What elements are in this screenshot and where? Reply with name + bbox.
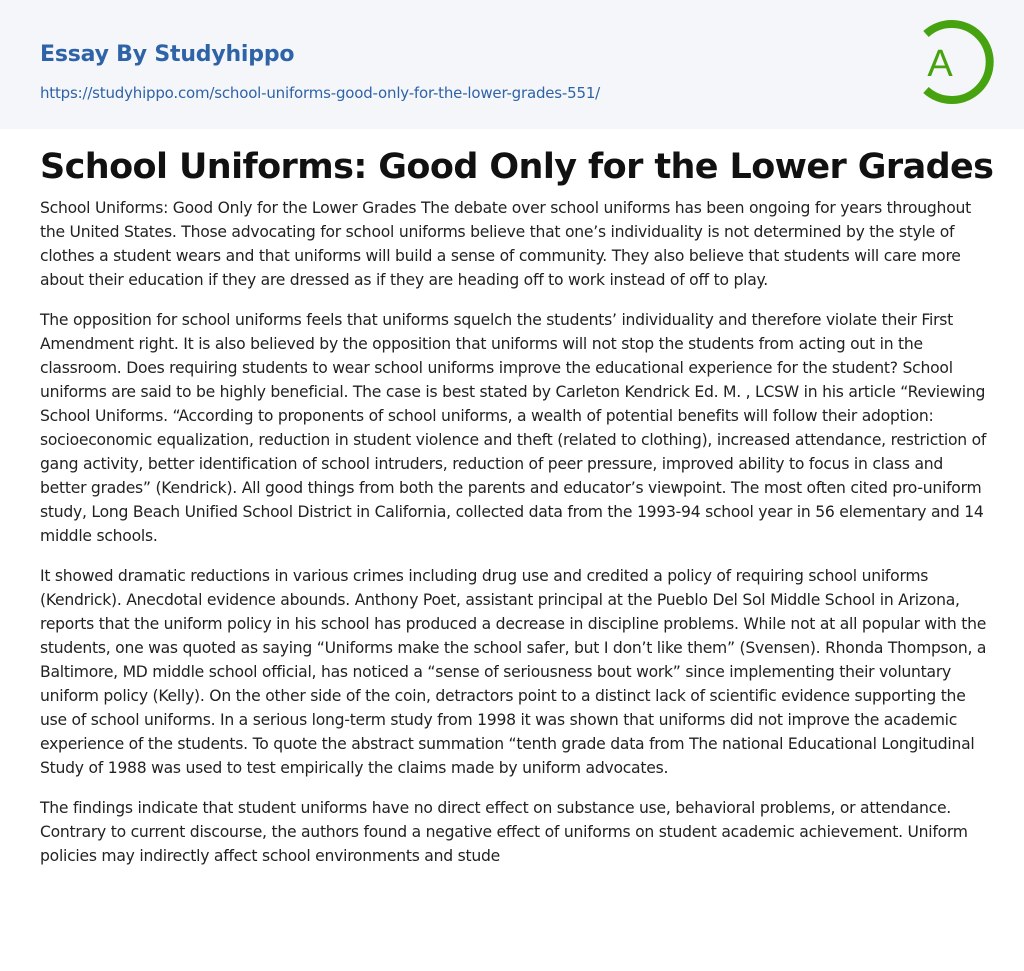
essay-paragraph: School Uniforms: Good Only for the Lower Grades The debate over school uniforms has been ongoing for years throughout the United States. Those advocating for school uniforms believe that one’s individuality is not determined by the style of clothes a student wears and that uniforms will build a sense of community. They also believe that students will care more about their education if they are dressed as if they are heading off to work instead of off to play. <box>40 199 971 289</box>
essay-body <box>40 196 990 884</box>
essay-paragraph: It showed dramatic reductions in various crimes including drug use and credited a policy of requiring school uniforms (Kendrick). Anecdotal evidence abounds. Anthony Poet, assistant principal at the Pueblo Del Sol Middle School in Arizona, reports that the uniform policy in his school has produced a decrease in discipline problems. While not at all popular with the students, one was quoted as saying “Uniforms make the school safer, but I don’t like them” (Svensen). Rhonda Thompson, a Baltimore, MD middle school official, has noticed a “sense of seriousness bout work” since implementing their voluntary uniform policy (Kelly). On the other side of the coin, detractors point to a distinct lack of scientific evidence supporting the use of school uniforms. In a serious long-term study from 1998 it was shown that uniforms did not improve the academic experience of the students. To quote the abstract summation “tenth grade data from The national Educational Longitudinal Study of 1988 was used to test empirically the claims made by uniform advocates. <box>40 567 987 777</box>
site-header <box>0 0 1024 129</box>
studyhippo-logo-icon[interactable] <box>900 14 996 110</box>
essay-url-link[interactable]: https://studyhippo.com/school-uniforms-good-only-for-the-lower-grades-551/ <box>40 84 601 102</box>
brand-name: Essay By Studyhippo <box>40 42 295 67</box>
page-title: School Uniforms: Good Only for the Lower Grades <box>40 147 994 187</box>
essay-paragraph: The findings indicate that student uniforms have no direct effect on substance use, behavioral problems, or attendance. Contrary to current discourse, the authors found a negative effect of uniforms on student academic achievement. Uniform policies may indirectly affect school environments and stude <box>40 799 968 865</box>
logo-letter: A <box>927 43 953 85</box>
essay-paragraph: The opposition for school uniforms feels that uniforms squelch the students’ individuality and therefore violate their First Amendment right. It is also believed by the opposition that uniforms will not stop the students from acting out in the classroom. Does requiring students to wear school uniforms improve the educational experience for the student? School uniforms are said to be highly beneficial. The case is best stated by Carleton Kendrick Ed. M. , LCSW in his article “Reviewing School Uniforms. “According to proponents of school uniforms, a wealth of potential benefits will follow their adoption: socioeconomic equalization, reduction in student violence and theft (related to clothing), increased attendance, restriction of gang activity, better identification of school intruders, reduction of peer pressure, improved ability to focus in class and better grades” (Kendrick). All good things from both the parents and educator’s viewpoint. The most often cited pro-uniform study, Long Beach Unified School District in California, collected data from the 1993-94 school year in 56 elementary and 14 middle schools. <box>40 311 987 545</box>
